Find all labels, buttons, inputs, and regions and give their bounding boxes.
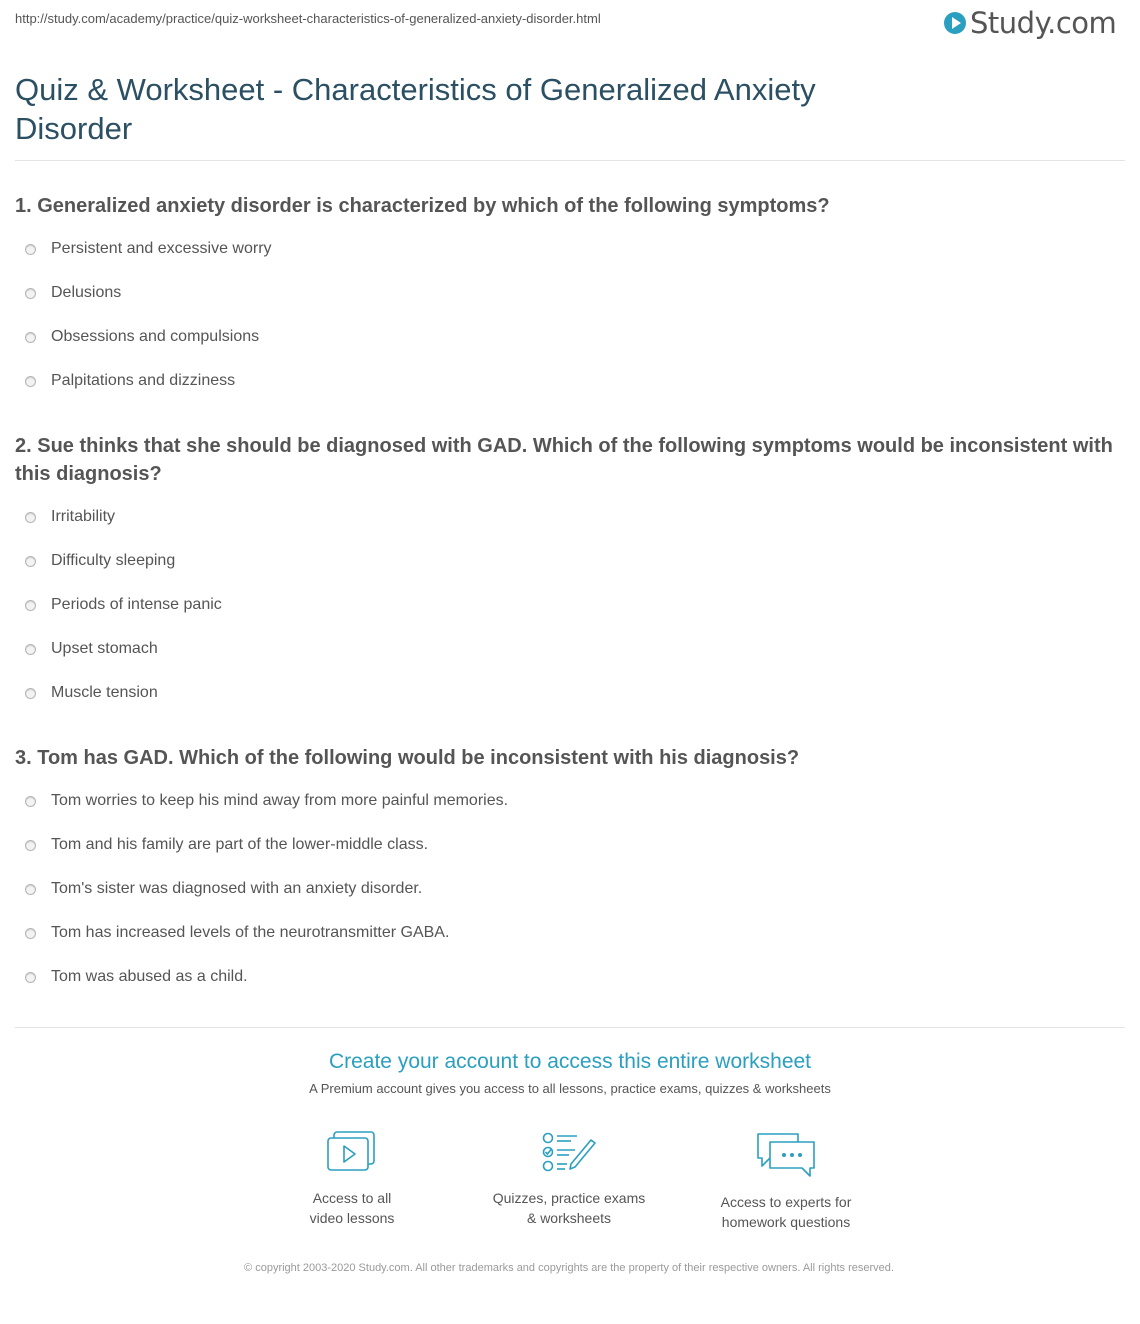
answer-option[interactable] [15,359,272,403]
answer-option[interactable] [15,867,508,911]
option-label: Upset stomach [51,640,158,657]
page-title: Quiz & Worksheet - Characteristics of Generalized Anxiety Disorder [15,72,816,146]
question-3-options [15,779,508,999]
answer-option[interactable] [15,955,508,999]
radio-button[interactable] [25,928,36,939]
answer-option[interactable] [15,823,508,867]
option-label: Obsessions and compulsions [51,328,260,345]
radio-button[interactable] [25,512,36,523]
radio-button[interactable] [25,376,36,387]
option-label: Periods of intense panic [51,596,222,613]
feature-video-lessons [252,1130,452,1228]
question-1-options [15,227,272,403]
feature-label-line2: & worksheets [526,1210,612,1226]
question-1: 1. Generalized anxiety disorder is characterized by which of the following symptoms? [15,195,830,217]
option-label: Tom was abused as a child. [51,968,248,985]
option-label: Tom worries to keep his mind away from more painful memories. [51,792,509,809]
option-label: Irritability [51,508,116,525]
question-2-options [15,495,222,715]
option-label: Tom has increased levels of the neurotransmitter GABA. [51,924,450,941]
feature-label-line2: homework questions [721,1214,851,1230]
feature-label-line1: Quizzes, practice exams [492,1190,646,1206]
answer-option[interactable] [15,315,272,359]
page-url: http://study.com/academy/practice/quiz-worksheet-characteristics-of-generalized-anxiety-disorder.html [15,11,601,26]
radio-button[interactable] [25,796,36,807]
radio-button[interactable] [25,332,36,343]
answer-option[interactable] [15,911,508,955]
answer-option[interactable] [15,495,222,539]
option-label: Delusions [51,284,122,301]
answer-option[interactable] [15,271,272,315]
logo-text: Study.com [970,6,1117,40]
answer-option[interactable] [15,779,508,823]
feature-experts [686,1130,886,1232]
question-2: 2. Sue thinks that she should be diagnosed with GAD. Which of the following symptoms would be inconsistent with this diagnosis? [15,435,1113,485]
option-label: Palpitations and dizziness [51,372,236,389]
radio-button[interactable] [25,972,36,983]
video-lessons-icon [326,1130,378,1174]
quiz-checklist-icon [541,1130,597,1174]
radio-button[interactable] [25,840,36,851]
radio-button[interactable] [25,688,36,699]
study-logo[interactable] [944,6,1116,40]
radio-button[interactable] [25,556,36,567]
title-divider [15,160,1125,161]
option-label: Persistent and excessive worry [51,240,272,257]
cta-divider [15,1027,1125,1028]
radio-button[interactable] [25,600,36,611]
premium-description: A Premium account gives you access to all lessons, practice exams, quizzes & worksheets [309,1081,831,1096]
answer-option[interactable] [15,227,272,271]
play-logo-icon [944,12,966,34]
option-label: Tom and his family are part of the lower-middle class. [51,836,429,853]
answer-option[interactable] [15,539,222,583]
answer-option[interactable] [15,671,222,715]
radio-button[interactable] [25,288,36,299]
feature-quizzes [469,1130,669,1228]
answer-option[interactable] [15,627,222,671]
radio-button[interactable] [25,644,36,655]
option-label: Muscle tension [51,684,158,701]
create-account-link[interactable]: Create your account to access this entire worksheet [328,1050,812,1073]
option-label: Tom's sister was diagnosed with an anxiety disorder. [51,880,423,897]
radio-button[interactable] [25,884,36,895]
radio-button[interactable] [25,244,36,255]
feature-label-line1: Access to all [312,1190,392,1206]
feature-label-line2: video lessons [309,1210,395,1226]
question-3: 3. Tom has GAD. Which of the following would be inconsistent with his diagnosis? [15,747,800,769]
copyright-notice: © copyright 2003-2020 Study.com. All other trademarks and copyrights are the property of their respective owners. All rights reserved. [244,1262,894,1274]
answer-option[interactable] [15,583,222,627]
option-label: Difficulty sleeping [51,552,176,569]
chat-bubbles-icon [754,1130,818,1178]
feature-label-line1: Access to experts for [720,1194,852,1210]
